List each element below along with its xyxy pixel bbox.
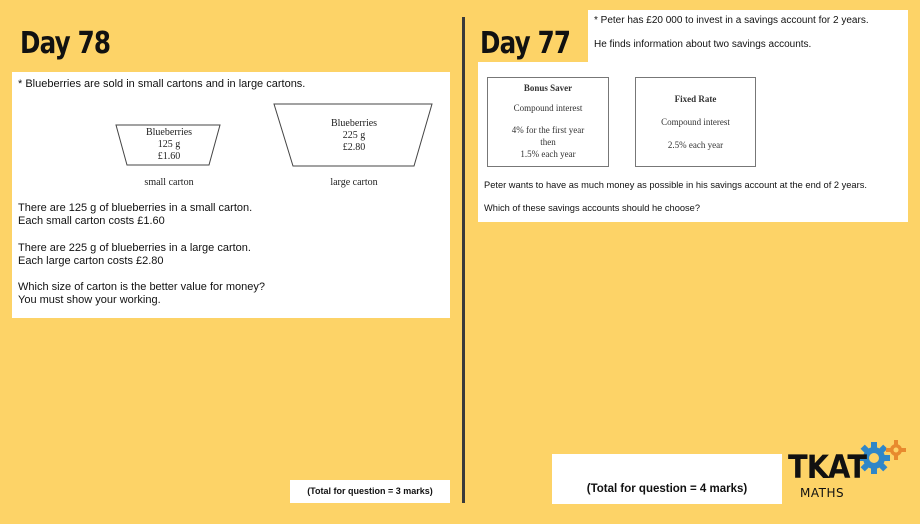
- large-carton-caption: large carton: [330, 177, 378, 188]
- bonus-saver-rate1: 4% for the first year: [511, 125, 585, 135]
- large-carton-label: [273, 118, 435, 154]
- bonus-saver-box: [487, 77, 609, 167]
- prompt-line: Which size of carton is the better value for money?: [18, 281, 266, 293]
- paragraph-line: Each large carton costs £2.80: [18, 255, 164, 267]
- fixed-rate-box: [635, 77, 756, 167]
- savings-intro-line1: * Peter has £20 000 to invest in a savings account for 2 years.: [594, 15, 869, 26]
- savings-paragraph: Peter wants to have as much money as possible in his savings account at the end of 2 years.: [484, 180, 867, 190]
- bonus-saver-type: Compound interest: [513, 103, 583, 113]
- question-prompt: [18, 281, 265, 307]
- column-divider: [462, 17, 465, 503]
- day-78-title: Day 78: [20, 26, 111, 61]
- large-carton-price: £2.80: [342, 142, 366, 153]
- small-carton-label: [115, 127, 223, 163]
- savings-question: Which of these savings accounts should he choose?: [484, 203, 701, 213]
- bonus-saver-then: then: [540, 137, 556, 147]
- paragraph-large-carton: [18, 242, 251, 268]
- total-marks-day77: (Total for question = 4 marks): [552, 454, 782, 504]
- large-carton-mass: 225 g: [342, 130, 366, 141]
- bonus-saver-rate2: 1.5% each year: [520, 149, 576, 159]
- paragraph-line: Each small carton costs £1.60: [18, 215, 165, 227]
- small-carton-price: £1.60: [157, 151, 181, 162]
- tkat-maths-label: MATHS: [800, 486, 845, 500]
- tkat-wordmark: TKAT: [788, 448, 867, 486]
- paragraph-line: There are 225 g of blueberries in a large carton.: [18, 242, 251, 254]
- large-carton-name: Blueberries: [330, 118, 378, 129]
- savings-intro-line2: He finds information about two savings accounts.: [594, 39, 812, 50]
- fixed-rate-type: Compound interest: [661, 117, 730, 127]
- prompt-line: You must show your working.: [18, 294, 161, 306]
- small-carton-name: Blueberries: [145, 127, 193, 138]
- question-card-blueberries: [12, 72, 450, 318]
- small-carton-mass: 125 g: [157, 139, 181, 150]
- small-carton-caption: small carton: [144, 177, 194, 188]
- bonus-saver-title: Bonus Saver: [523, 83, 573, 93]
- paragraph-line: There are 125 g of blueberries in a small carton.: [18, 202, 253, 214]
- total-marks-day78: (Total for question = 3 marks): [290, 480, 450, 503]
- paragraph-small-carton: [18, 202, 252, 228]
- fixed-rate-rate: 2.5% each year: [667, 140, 724, 150]
- fixed-rate-title: Fixed Rate: [674, 94, 717, 104]
- day-77-title: Day 77: [480, 26, 571, 61]
- tkat-logo: [786, 434, 912, 508]
- question-intro: * Blueberries are sold in small cartons and in large cartons.: [18, 78, 306, 90]
